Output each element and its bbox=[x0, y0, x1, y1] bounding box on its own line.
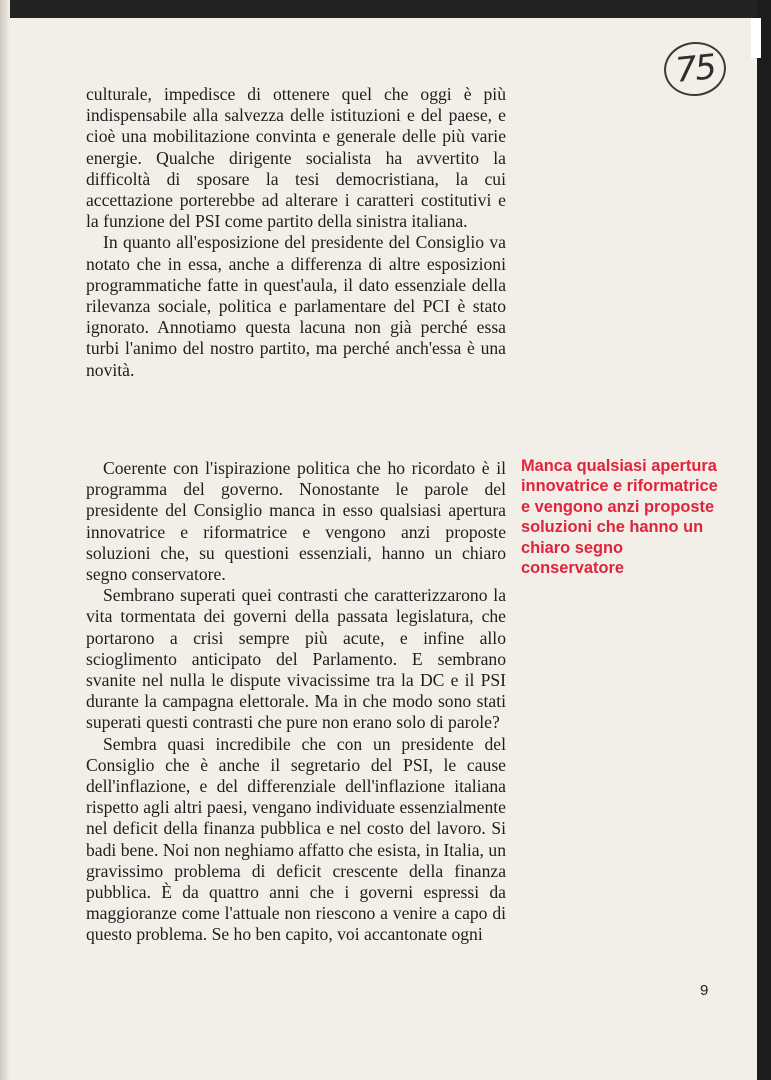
paragraph: culturale, impedisce di ottenere quel che oggi è più indispensabile alla salvezza delle istituzioni e del paese, e cioè una mobilitazione convinta e generale delle più varie energie. Qualche dirigente socialista ha avvertito la difficoltà di sposare la tesi democristiana, la cui accettazione porterebbe ad alterare i caratteri costitutivi e la funzione del PSI come partito della sinistra italiana. bbox=[86, 84, 506, 232]
pull-quote: Manca qualsiasi apertura innovatrice e riformatrice e vengono anzi proposte soluzioni che hanno un chiaro segno conservatore bbox=[521, 457, 718, 578]
page-binding-edge bbox=[0, 0, 10, 1080]
body-text-main bbox=[86, 458, 506, 946]
page-corner bbox=[751, 18, 761, 58]
paragraph: Coerente con l'ispirazione politica che ho ricordato è il programma del governo. Nonostante le parole del presidente del Consiglio manca in esso qualsiasi apertura innovatrice e riformatrice e vengono anzi proposte soluzioni che, su questioni essenziali, hanno un chiaro segno conservatore. bbox=[86, 458, 506, 585]
handwritten-page-mark: 75 bbox=[661, 39, 728, 99]
page-number: 9 bbox=[700, 982, 709, 999]
scan-border-right bbox=[757, 0, 771, 1080]
body-text-top bbox=[86, 84, 506, 381]
paragraph: Sembra quasi incredibile che con un presidente del Consiglio che è anche il segretario del PSI, le cause dell'inflazione, e del differenziale dell'inflazione italiana rispetto agli altri paesi, vengano individuate essenzialmente nel deficit della finanza pubblica e nel costo del lavoro. Si badi bene. Noi non neghiamo affatto che esista, in Italia, un gravissimo problema di deficit crescente della finanza pubblica. È da quattro anni che i governi espressi da maggioranze come l'attuale non riescono a venire a capo di questo problema. Se ho ben capito, voi accantonate ogni bbox=[86, 733, 506, 945]
paragraph: In quanto all'esposizione del presidente del Consiglio va notato che in essa, anche a differenza di altre esposizioni programmatiche fatte in quest'aula, il dato essenziale della rilevanza sociale, politica e parlamentare del PCI è stato ignorato. Annotiamo questa lacuna non già perché essa turbi l'animo del nostro partito, ma perché anch'essa è una novità. bbox=[86, 232, 506, 380]
scan-border-top bbox=[0, 0, 771, 18]
paragraph: Sembrano superati quei contrasti che caratterizzarono la vita tormentata dei governi della passata legislatura, che portarono a crisi sempre più acute, e infine allo scioglimento anticipato del Parlamento. E sembrano svanite nel nulla le dispute vivacissime tra la DC e il PSI durante la campagna elettorale. Ma in che modo sono stati superati questi contrasti che pure non erano solo di parole? bbox=[86, 585, 506, 733]
